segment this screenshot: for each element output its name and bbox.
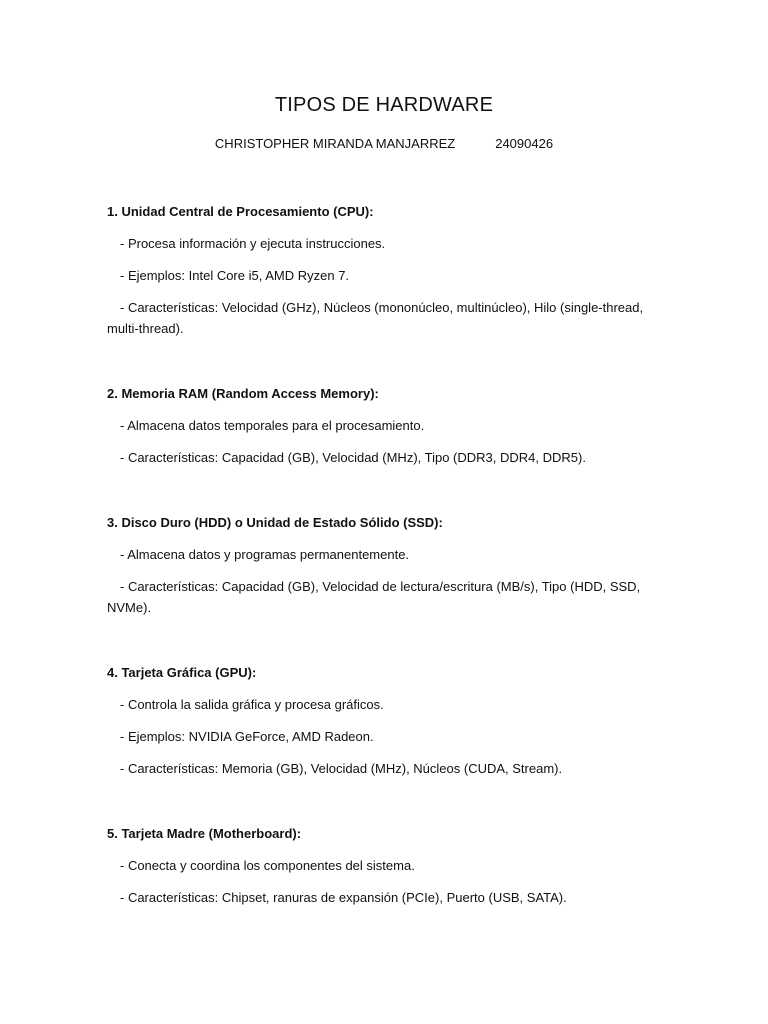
- document-title: TIPOS DE HARDWARE: [274, 94, 494, 116]
- section-heading: 3. Disco Duro (HDD) o Unidad de Estado Sólido (SSD):: [107, 515, 443, 530]
- section-cpu: [107, 201, 663, 339]
- list-item: - Conecta y coordina los componentes del sistema.: [120, 858, 415, 873]
- list-item: - Características: Velocidad (GHz), Núcleos (mononúcleo, multinúcleo), Hilo (single-thread, multi-thread).: [107, 300, 644, 336]
- section-heading: 1. Unidad Central de Procesamiento (CPU):: [107, 204, 374, 219]
- author-name: CHRISTOPHER MIRANDA MANJARREZ: [214, 136, 456, 151]
- list-item: - Características: Chipset, ranuras de expansión (PCIe), Puerto (USB, SATA).: [120, 890, 567, 905]
- section-storage: [107, 512, 663, 618]
- section-heading: 2. Memoria RAM (Random Access Memory):: [107, 386, 379, 401]
- list-item: - Características: Capacidad (GB), Velocidad (MHz), Tipo (DDR3, DDR4, DDR5).: [120, 450, 586, 465]
- list-item: - Características: Capacidad (GB), Velocidad de lectura/escritura (MB/s), Tipo (HDD, SSD, NVMe).: [107, 579, 641, 615]
- list-item: - Almacena datos y programas permanentemente.: [120, 547, 410, 562]
- section-gpu: [107, 662, 663, 779]
- section-heading: 4. Tarjeta Gráfica (GPU):: [107, 665, 257, 680]
- list-item: - Características: Memoria (GB), Velocidad (MHz), Núcleos (CUDA, Stream).: [120, 761, 563, 776]
- section-ram: [107, 383, 663, 468]
- list-item: - Procesa información y ejecuta instrucciones.: [120, 236, 386, 251]
- author-line: [0, 135, 768, 152]
- section-motherboard: [107, 823, 663, 908]
- student-id: 24090426: [495, 136, 554, 151]
- section-heading: 5. Tarjeta Madre (Motherboard):: [107, 826, 302, 841]
- list-item: - Almacena datos temporales para el procesamiento.: [120, 418, 425, 433]
- list-item: - Ejemplos: NVIDIA GeForce, AMD Radeon.: [120, 729, 374, 744]
- list-item: - Controla la salida gráfica y procesa gráficos.: [120, 697, 384, 712]
- document-body: [107, 201, 663, 952]
- list-item: - Ejemplos: Intel Core i5, AMD Ryzen 7.: [120, 268, 350, 283]
